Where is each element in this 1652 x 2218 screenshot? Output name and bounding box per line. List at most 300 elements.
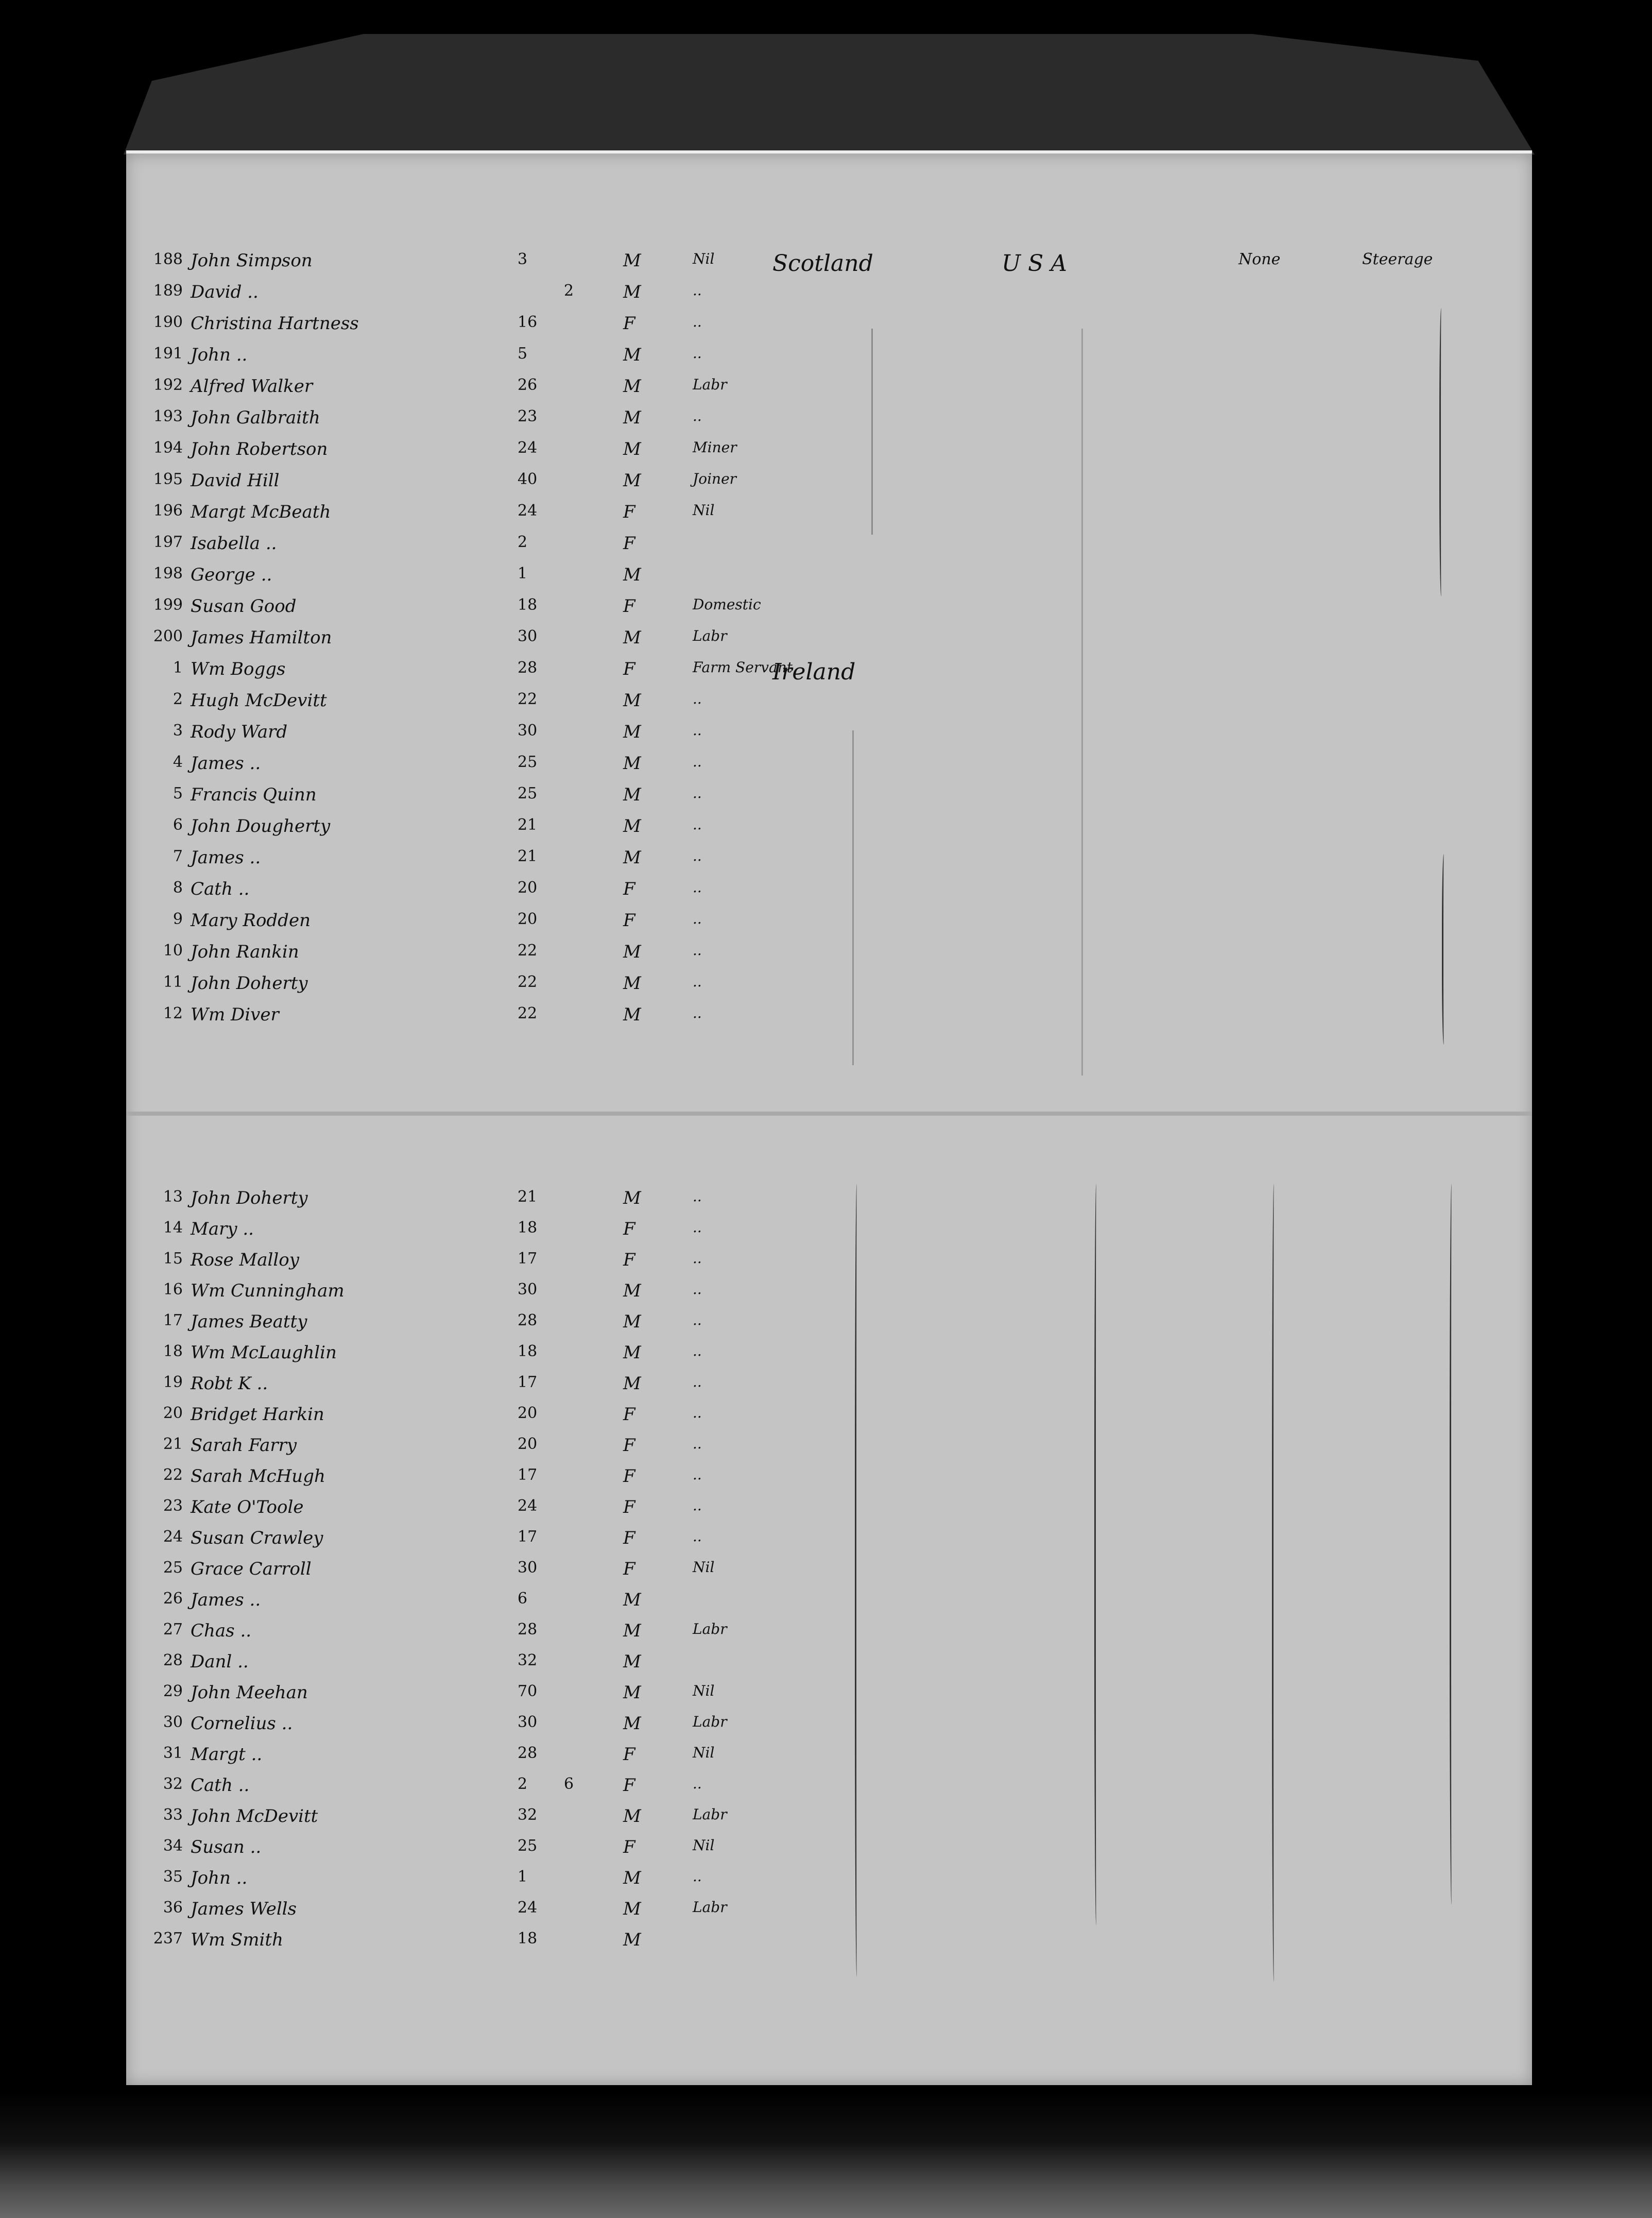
entry-number: 28 <box>163 1651 183 1669</box>
passenger-occupation: Farm Servant <box>693 659 793 676</box>
passenger-occupation: .. <box>693 910 702 927</box>
nationality-ditto-wave <box>855 1184 859 1977</box>
manifest-row <box>126 246 1532 277</box>
passenger-name: David .. <box>191 282 259 302</box>
passenger-occupation: .. <box>693 1250 702 1267</box>
passenger-name: Wm Diver <box>191 1004 279 1025</box>
passenger-age: 17 <box>518 1373 538 1391</box>
entry-number: 11 <box>163 973 183 991</box>
passenger-name: George .. <box>191 565 272 585</box>
infant-age: 6 <box>564 1775 574 1793</box>
berth-ditto-wave <box>1442 854 1447 1045</box>
entry-number: 200 <box>153 627 183 645</box>
entry-number: 192 <box>153 376 183 394</box>
passenger-age: 22 <box>518 690 538 708</box>
passenger-occupation: .. <box>693 722 702 739</box>
passenger-sex: M <box>623 1311 641 1332</box>
passenger-age: 30 <box>518 1713 538 1731</box>
manifest-row <box>126 875 1532 906</box>
passenger-sex: M <box>623 1004 641 1025</box>
passenger-sex: M <box>623 1682 641 1703</box>
passenger-name: James Hamilton <box>191 627 332 648</box>
manifest-row <box>126 1000 1532 1031</box>
passenger-age: 28 <box>518 1620 538 1639</box>
passenger-sex: M <box>623 847 641 868</box>
passenger-name: David Hill <box>191 470 280 491</box>
manifest-row <box>126 1400 1532 1431</box>
entry-number: 190 <box>153 313 183 331</box>
passenger-age: 25 <box>518 753 538 771</box>
passenger-sex: M <box>623 1868 641 1888</box>
passenger-age: 20 <box>518 910 538 928</box>
passenger-sex: F <box>623 1250 635 1270</box>
passenger-sex: M <box>623 1281 641 1301</box>
passenger-occupation: Miner <box>693 439 737 456</box>
passenger-sex: M <box>623 1713 641 1734</box>
manifest-row <box>126 937 1532 968</box>
passenger-occupation: Nil <box>693 250 715 267</box>
passenger-occupation: .. <box>693 1775 702 1792</box>
entry-number: 6 <box>173 816 183 834</box>
manifest-row <box>126 780 1532 811</box>
passenger-age: 20 <box>518 1435 538 1453</box>
passenger-occupation: Nil <box>693 502 715 519</box>
passenger-sex: M <box>623 973 641 994</box>
entry-number: 1 <box>173 659 183 677</box>
passenger-occupation: .. <box>693 973 702 990</box>
entry-number: 9 <box>173 910 183 928</box>
passenger-occupation: .. <box>693 407 702 424</box>
passenger-age: 5 <box>518 345 528 363</box>
entry-number: 19 <box>163 1373 183 1391</box>
passenger-name: Wm Cunningham <box>191 1281 345 1301</box>
manifest-row <box>126 529 1532 560</box>
passenger-age: 21 <box>518 1188 538 1206</box>
manifest-row <box>126 1802 1532 1833</box>
manifest-row <box>126 278 1532 309</box>
manifest-row <box>126 1246 1532 1276</box>
passenger-name: Francis Quinn <box>191 784 317 805</box>
passenger-name: John Doherty <box>191 1188 308 1208</box>
entry-number: 191 <box>153 345 183 363</box>
manifest-row <box>126 1647 1532 1678</box>
passenger-age: 24 <box>518 1899 538 1917</box>
passenger-sex: M <box>623 407 641 428</box>
passenger-occupation: .. <box>693 1404 702 1421</box>
passenger-occupation: Labr <box>693 1899 727 1916</box>
viewer-bottom-band <box>0 2091 1652 2218</box>
passenger-occupation: Nil <box>693 1837 715 1854</box>
manifest-row <box>126 372 1532 403</box>
entry-number: 23 <box>163 1497 183 1515</box>
passenger-age: 1 <box>518 565 528 583</box>
manifest-row <box>126 1493 1532 1524</box>
entry-number: 34 <box>163 1837 183 1855</box>
manifest-row <box>126 906 1532 937</box>
entry-number: 199 <box>153 596 183 614</box>
destination-ditto-wave <box>1094 1184 1099 1925</box>
entry-number: 21 <box>163 1435 183 1453</box>
manifest-row <box>126 1678 1532 1709</box>
passenger-sex: M <box>623 816 641 837</box>
passenger-age: 24 <box>518 502 538 520</box>
passenger-name: Rody Ward <box>191 722 288 742</box>
passenger-occupation: .. <box>693 1188 702 1205</box>
passenger-name: Wm McLaughlin <box>191 1342 337 1363</box>
manifest-row <box>126 1895 1532 1925</box>
passenger-sex: M <box>623 784 641 805</box>
manifest-row <box>126 498 1532 528</box>
passenger-age: 17 <box>518 1528 538 1546</box>
passenger-occupation: Labr <box>693 627 727 644</box>
passenger-age: 17 <box>518 1250 538 1268</box>
entry-number: 8 <box>173 879 183 897</box>
passenger-sex: F <box>623 1559 635 1579</box>
passenger-sex: F <box>623 533 635 554</box>
passenger-name: Hugh McDevitt <box>191 690 327 711</box>
passenger-age: 2 <box>518 533 528 551</box>
passenger-sex: M <box>623 1590 641 1610</box>
manifest-row <box>126 309 1532 340</box>
entry-number: 29 <box>163 1682 183 1700</box>
passenger-name: John .. <box>191 1868 248 1888</box>
manifest-row <box>126 592 1532 623</box>
passenger-occupation: .. <box>693 690 702 707</box>
passenger-occupation: Domestic <box>693 596 761 613</box>
entry-number: 25 <box>163 1559 183 1577</box>
passenger-occupation: Labr <box>693 1713 727 1730</box>
passenger-age: 25 <box>518 1837 538 1855</box>
manifest-row <box>126 843 1532 874</box>
entry-number: 10 <box>163 942 183 960</box>
entry-number: 5 <box>173 784 183 803</box>
passenger-age: 1 <box>518 1868 528 1886</box>
page-fold <box>126 1112 1532 1116</box>
entry-number: 24 <box>163 1528 183 1546</box>
entry-number: 189 <box>153 282 183 300</box>
passenger-age: 18 <box>518 1930 538 1948</box>
passenger-occupation: .. <box>693 1004 702 1021</box>
passenger-age: 25 <box>518 784 538 803</box>
manifest-row <box>126 1864 1532 1895</box>
manifest-row <box>126 1925 1532 1956</box>
entry-number: 35 <box>163 1868 183 1886</box>
passenger-sex: F <box>623 1466 635 1487</box>
passenger-age: 18 <box>518 1342 538 1360</box>
passenger-name: Rose Malloy <box>191 1250 299 1270</box>
entry-number: 27 <box>163 1620 183 1639</box>
manifest-row <box>126 1555 1532 1585</box>
entry-number: 36 <box>163 1899 183 1917</box>
passenger-sex: F <box>623 1744 635 1765</box>
manifest-row <box>126 560 1532 591</box>
passenger-sex: F <box>623 1435 635 1456</box>
passenger-age: 28 <box>518 659 538 677</box>
entry-number: 14 <box>163 1219 183 1237</box>
passenger-occupation: .. <box>693 753 702 770</box>
entry-number: 18 <box>163 1342 183 1360</box>
passenger-sex: F <box>623 1497 635 1517</box>
passenger-sex: M <box>623 690 641 711</box>
passenger-name: John Doherty <box>191 973 308 994</box>
passenger-age: 23 <box>518 407 538 425</box>
passenger-sex: M <box>623 1620 641 1641</box>
passenger-sex: M <box>623 942 641 962</box>
passenger-nationality: Scotland <box>772 250 873 277</box>
manifest-row <box>126 812 1532 843</box>
passenger-name: Margt .. <box>191 1744 263 1765</box>
infant-age: 2 <box>564 282 574 300</box>
passenger-occupation: .. <box>693 282 702 299</box>
passenger-name: Robt K .. <box>191 1373 268 1394</box>
passenger-name: John McDevitt <box>191 1806 318 1827</box>
passenger-age: 26 <box>518 376 538 394</box>
passenger-sex: F <box>623 596 635 617</box>
passenger-age: 3 <box>518 250 528 268</box>
entry-number: 17 <box>163 1311 183 1329</box>
passenger-sex: M <box>623 345 641 365</box>
passenger-name: Susan Good <box>191 596 297 617</box>
passenger-age: 20 <box>518 1404 538 1422</box>
passenger-sex: F <box>623 1219 635 1239</box>
passenger-sex: M <box>623 1188 641 1208</box>
passenger-occupation: Nil <box>693 1559 715 1576</box>
entry-number: 12 <box>163 1004 183 1022</box>
passenger-sex: M <box>623 376 641 397</box>
passenger-name: James .. <box>191 1590 261 1610</box>
passenger-sex: M <box>623 1806 641 1827</box>
passenger-occupation: .. <box>693 1466 702 1483</box>
manifest-page <box>126 150 1532 2085</box>
passenger-sex: F <box>623 910 635 931</box>
passenger-name: James .. <box>191 753 261 774</box>
passenger-sex: M <box>623 1651 641 1672</box>
passenger-occupation: .. <box>693 1342 702 1359</box>
passenger-name: Sarah Farry <box>191 1435 297 1456</box>
entry-number: 3 <box>173 722 183 740</box>
entry-number: 188 <box>153 250 183 268</box>
passenger-sex: F <box>623 1528 635 1548</box>
passenger-occupation: .. <box>693 784 702 801</box>
entry-number: 195 <box>153 470 183 488</box>
passenger-sex: M <box>623 470 641 491</box>
passenger-name: Wm Boggs <box>191 659 286 679</box>
nationality-ditto-line <box>871 329 873 535</box>
manifest-row <box>126 403 1532 434</box>
passenger-name: John Galbraith <box>191 407 320 428</box>
passenger-age: 30 <box>518 627 538 645</box>
passenger-occupation: .. <box>693 1281 702 1298</box>
passenger-occupation: .. <box>693 942 702 959</box>
berth-ditto-wave <box>1450 1184 1454 1905</box>
passenger-age: 32 <box>518 1651 538 1669</box>
manifest-row <box>126 1215 1532 1246</box>
manifest-row <box>126 686 1532 717</box>
passenger-sex: M <box>623 1373 641 1394</box>
passenger-name: John Robertson <box>191 439 328 459</box>
entry-number: 2 <box>173 690 183 708</box>
passenger-destination: U S A <box>1002 250 1067 277</box>
passenger-occupation: .. <box>693 1528 702 1545</box>
passenger-sex: M <box>623 722 641 742</box>
passenger-occupation: .. <box>693 345 702 362</box>
passenger-age: 24 <box>518 439 538 457</box>
entry-number: 4 <box>173 753 183 771</box>
manifest-row <box>126 466 1532 497</box>
passenger-age: 30 <box>518 1281 538 1299</box>
destination-ditto-line <box>1081 329 1083 1076</box>
passenger-name: John Simpson <box>191 250 313 271</box>
nationality-ditto-line <box>852 730 854 1065</box>
passenger-occupation: .. <box>693 313 702 330</box>
passenger-sex: M <box>623 439 641 459</box>
passenger-name: Danl .. <box>191 1651 249 1672</box>
entry-number: 198 <box>153 565 183 583</box>
entry-number: 32 <box>163 1775 183 1793</box>
passenger-sex: F <box>623 313 635 334</box>
passenger-occupation: .. <box>693 816 702 833</box>
manifest-row <box>126 1276 1532 1307</box>
passenger-occupation: Labr <box>693 376 727 393</box>
berth-class: Steerage <box>1362 250 1433 268</box>
passenger-name: Cath .. <box>191 879 250 899</box>
passenger-name: Susan Crawley <box>191 1528 323 1548</box>
manifest-row <box>126 1431 1532 1462</box>
passenger-sex: F <box>623 1404 635 1425</box>
passenger-name: Chas .. <box>191 1620 252 1641</box>
entry-number: 13 <box>163 1188 183 1206</box>
passenger-occupation: Joiner <box>693 470 737 487</box>
manifest-row <box>126 435 1532 466</box>
entry-number: 31 <box>163 1744 183 1762</box>
passenger-occupation: .. <box>693 1868 702 1885</box>
passenger-age: 16 <box>518 313 538 331</box>
entry-number: 22 <box>163 1466 183 1484</box>
passenger-age: 30 <box>518 1559 538 1577</box>
entry-number: 7 <box>173 847 183 865</box>
entry-number: 15 <box>163 1250 183 1268</box>
manifest-row <box>126 623 1532 654</box>
passenger-occupation: .. <box>693 1373 702 1390</box>
manifest-row <box>126 1338 1532 1369</box>
passenger-sex: M <box>623 1930 641 1950</box>
passenger-name: John Dougherty <box>191 816 331 837</box>
entry-number: 237 <box>153 1930 183 1948</box>
entry-number: 16 <box>163 1281 183 1299</box>
passenger-sex: M <box>623 627 641 648</box>
manifest-row <box>126 1524 1532 1555</box>
passenger-age: 24 <box>518 1497 538 1515</box>
scan-header-shadow <box>124 21 1535 155</box>
passenger-age: 32 <box>518 1806 538 1824</box>
passenger-sex: F <box>623 879 635 899</box>
measurement-ditto-wave <box>1272 1184 1277 1982</box>
passenger-sex: M <box>623 1899 641 1919</box>
manifest-row <box>126 1740 1532 1771</box>
entry-number: 196 <box>153 502 183 520</box>
passenger-sex: F <box>623 1837 635 1857</box>
manifest-row <box>126 340 1532 371</box>
entry-number: 20 <box>163 1404 183 1422</box>
passenger-age: 20 <box>518 879 538 897</box>
passenger-sex: M <box>623 282 641 302</box>
manifest-row <box>126 1771 1532 1802</box>
manifest-row <box>126 1462 1532 1493</box>
manifest-row <box>126 1616 1532 1647</box>
manifest-row <box>126 1709 1532 1740</box>
passenger-age: 2 <box>518 1775 528 1793</box>
entry-number: 197 <box>153 533 183 551</box>
passenger-name: Christina Hartness <box>191 313 359 334</box>
passenger-sex: F <box>623 502 635 522</box>
passenger-name: James Wells <box>191 1899 297 1919</box>
passenger-name: Susan .. <box>191 1837 262 1857</box>
passenger-age: 21 <box>518 816 538 834</box>
passenger-age: 22 <box>518 1004 538 1022</box>
passenger-sex: M <box>623 1342 641 1363</box>
passenger-occupation: .. <box>693 1311 702 1328</box>
passenger-sex: M <box>623 250 641 271</box>
manifest-row <box>126 969 1532 1000</box>
passenger-age: 18 <box>518 1219 538 1237</box>
passenger-occupation: .. <box>693 879 702 896</box>
passenger-age: 30 <box>518 722 538 740</box>
manifest-row <box>126 655 1532 686</box>
passenger-nationality: Ireland <box>772 659 856 685</box>
manifest-row <box>126 1184 1532 1215</box>
passenger-sex: F <box>623 659 635 679</box>
passenger-name: Bridget Harkin <box>191 1404 324 1425</box>
passenger-age: 70 <box>518 1682 538 1700</box>
passenger-age: 22 <box>518 973 538 991</box>
passenger-name: James Beatty <box>191 1311 307 1332</box>
passenger-name: James .. <box>191 847 261 868</box>
manifest-row <box>126 749 1532 780</box>
passenger-name: John Meehan <box>191 1682 308 1703</box>
passenger-sex: F <box>623 1775 635 1796</box>
manifest-row <box>126 1833 1532 1864</box>
manifest-row <box>126 718 1532 748</box>
passenger-age: 40 <box>518 470 538 488</box>
baggage-measurement: None <box>1238 250 1281 268</box>
passenger-name: Mary Rodden <box>191 910 311 931</box>
entry-number: 193 <box>153 407 183 425</box>
passenger-name: Alfred Walker <box>191 376 313 397</box>
passenger-name: Sarah McHugh <box>191 1466 325 1487</box>
passenger-age: 28 <box>518 1744 538 1762</box>
passenger-name: Kate O'Toole <box>191 1497 304 1517</box>
passenger-occupation: Nil <box>693 1744 715 1761</box>
passenger-age: 21 <box>518 847 538 865</box>
passenger-name: Cornelius .. <box>191 1713 293 1734</box>
passenger-age: 18 <box>518 596 538 614</box>
passenger-name: Cath .. <box>191 1775 250 1796</box>
passenger-occupation: .. <box>693 847 702 864</box>
passenger-name: Grace Carroll <box>191 1559 312 1579</box>
passenger-name: Margt McBeath <box>191 502 331 522</box>
manifest-row <box>126 1307 1532 1338</box>
passenger-sex: M <box>623 565 641 585</box>
entry-number: 30 <box>163 1713 183 1731</box>
passenger-name: Mary .. <box>191 1219 254 1239</box>
passenger-name: Wm Smith <box>191 1930 283 1950</box>
entry-number: 33 <box>163 1806 183 1824</box>
entry-number: 26 <box>163 1590 183 1608</box>
entry-number: 194 <box>153 439 183 457</box>
passenger-occupation: .. <box>693 1435 702 1452</box>
passenger-occupation: .. <box>693 1497 702 1514</box>
passenger-name: John .. <box>191 345 248 365</box>
